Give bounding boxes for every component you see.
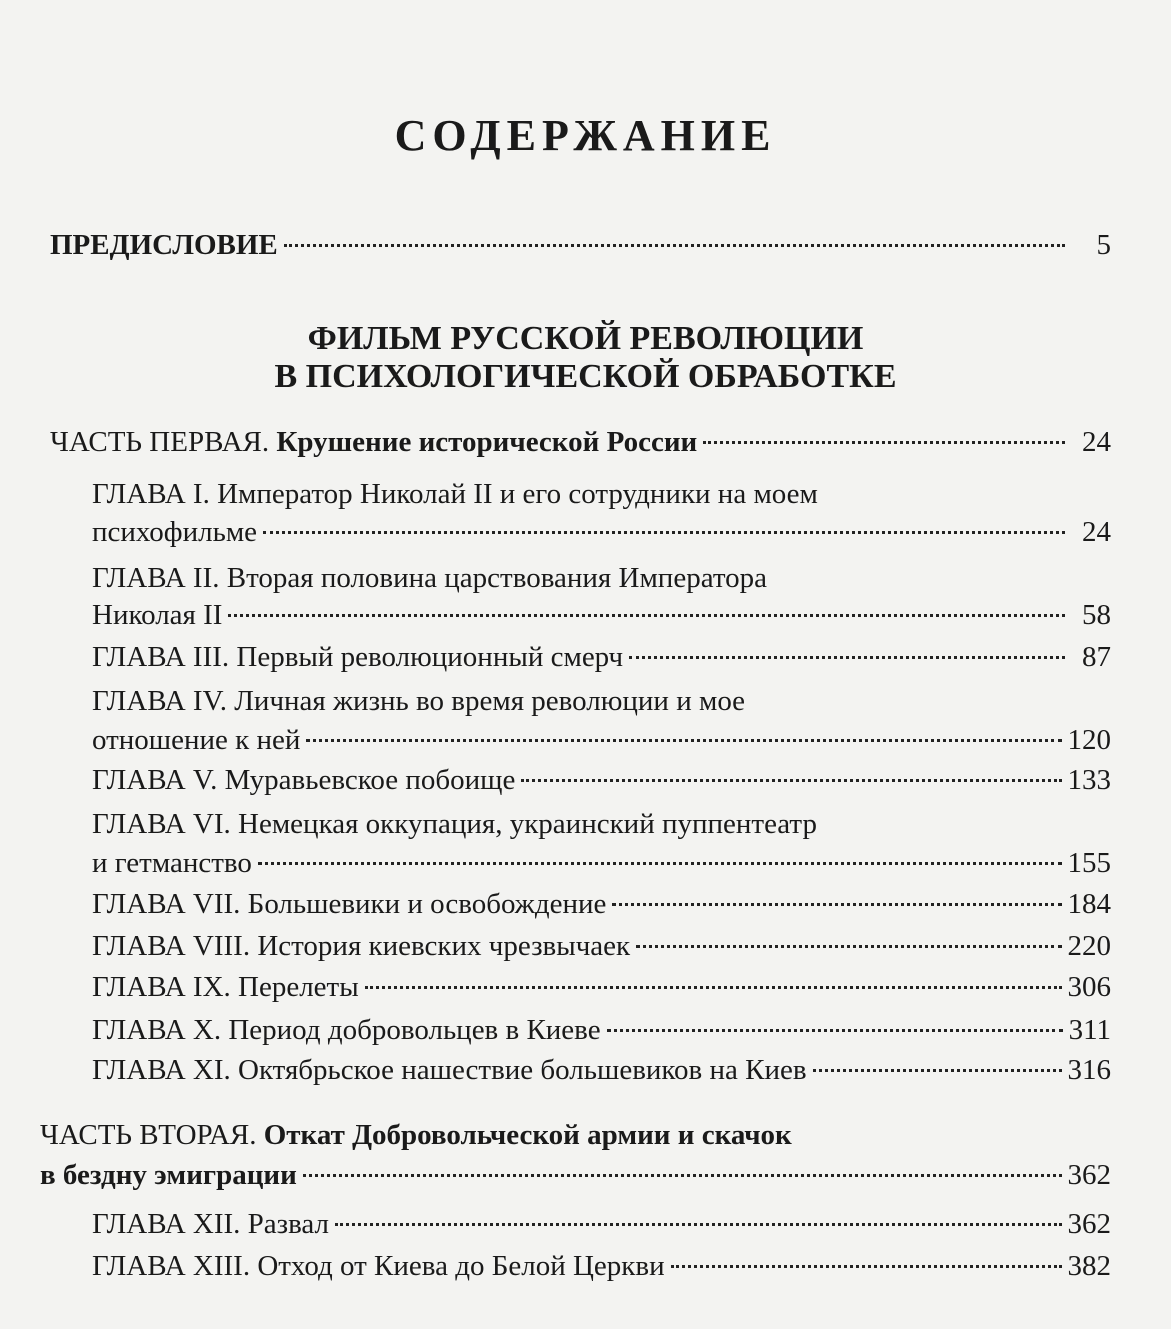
entry-title: отношение к ней	[92, 724, 301, 756]
toc-entry-part-1	[50, 424, 1111, 460]
part-title: Крушение исторической России	[276, 426, 698, 458]
page-number: 362	[1067, 1208, 1111, 1240]
dot-leader	[636, 945, 1061, 948]
chapter-4-title-line-1: ГЛАВА IV. Личная жизнь во время революции и мое	[92, 685, 746, 717]
entry-title: ГЛАВА VIII. История киевских чрезвычаек	[92, 930, 631, 962]
chapter-2-title-line-1: ГЛАВА II. Вторая половина царствования Императора	[92, 562, 767, 594]
page-number: 306	[1067, 971, 1111, 1003]
toc-entry-chapter-4	[92, 722, 1111, 758]
dot-leader	[335, 1223, 1061, 1226]
page-number: 184	[1067, 888, 1111, 920]
dot-leader	[629, 656, 1065, 659]
page-number: 24	[1082, 426, 1111, 458]
dot-leader	[671, 1265, 1062, 1268]
page-number: 311	[1068, 1014, 1111, 1046]
page-number: 133	[1067, 764, 1111, 796]
dot-leader	[303, 1174, 1062, 1177]
dot-leader	[284, 244, 1065, 247]
page-number: 120	[1067, 724, 1111, 756]
entry-title: ГЛАВА XIII. Отход от Киева до Белой Церкви	[92, 1250, 665, 1282]
page-number: 87	[1082, 641, 1111, 673]
page-number: 362	[1067, 1159, 1111, 1191]
entry-title: ГЛАВА X. Период добровольцев в Киеве	[92, 1014, 601, 1046]
page-number: 155	[1067, 847, 1111, 879]
entry-title: ГЛАВА III. Первый революционный смерч	[92, 641, 624, 673]
entry-title: ГЛАВА V. Муравьевское побоище	[92, 764, 516, 796]
entry-title: ГЛАВА IX. Перелеты	[92, 971, 359, 1003]
entry-title: в бездну эмиграции	[40, 1159, 297, 1191]
entry-title: Николая II	[92, 599, 223, 631]
part-prefix: ЧАСТЬ ПЕРВАЯ.	[50, 426, 270, 458]
toc-heading: СОДЕРЖАНИЕ	[394, 111, 777, 160]
toc-entry-chapter-1	[92, 514, 1111, 550]
toc-entry-chapter-5	[92, 762, 1111, 798]
page-number: 58	[1082, 599, 1111, 631]
chapter-6-title-line-1: ГЛАВА VI. Немецкая оккупация, украинский пуппентеатр	[92, 808, 817, 840]
dot-leader	[263, 531, 1065, 534]
dot-leader	[306, 739, 1061, 742]
dot-leader	[612, 903, 1061, 906]
dot-leader	[813, 1069, 1062, 1072]
dot-leader	[258, 862, 1062, 865]
page-number: 382	[1067, 1250, 1111, 1282]
toc-entry-chapter-2	[92, 597, 1111, 633]
part-prefix: ЧАСТЬ ВТОРАЯ.	[40, 1119, 257, 1151]
dot-leader	[607, 1029, 1063, 1032]
chapter-1-title-line-1: ГЛАВА I. Император Николай II и его сотрудники на моем	[92, 478, 818, 510]
toc-entry-chapter-3	[92, 639, 1111, 675]
toc-entry-chapter-12	[92, 1206, 1111, 1242]
toc-entry-chapter-11	[92, 1052, 1111, 1088]
toc-entry-preface	[50, 227, 1111, 263]
page-number: 5	[1096, 229, 1111, 261]
toc-entry-chapter-7	[92, 886, 1111, 922]
toc-entry-chapter-6	[92, 845, 1111, 881]
part-2-title-line-1	[40, 1117, 792, 1153]
entry-title: психофильме	[92, 516, 258, 548]
dot-leader	[228, 614, 1065, 617]
page-number: 220	[1067, 930, 1111, 962]
dot-leader	[365, 986, 1062, 989]
entry-title: и гетманство	[92, 847, 252, 879]
part-title: Откат Добровольческой армии и скачок	[263, 1119, 792, 1151]
entry-title: ГЛАВА VII. Большевики и освобождение	[92, 888, 607, 920]
entry-title: ГЛАВА XI. Октябрьское нашествие большевиков на Киев	[92, 1054, 807, 1086]
dot-leader	[521, 779, 1061, 782]
page-number: 316	[1067, 1054, 1111, 1086]
dot-leader	[703, 441, 1065, 444]
toc-entry-part-2	[40, 1157, 1111, 1193]
entry-title: ГЛАВА XII. Развал	[92, 1208, 330, 1240]
entry-title: ПРЕДИСЛОВИЕ	[50, 229, 278, 261]
book-title-line-2: В ПСИХОЛОГИЧЕСКОЙ ОБРАБОТКЕ	[274, 358, 897, 395]
book-title-line-1: ФИЛЬМ РУССКОЙ РЕВОЛЮЦИИ	[307, 320, 864, 357]
toc-entry-chapter-10	[92, 1012, 1111, 1048]
toc-entry-chapter-9	[92, 969, 1111, 1005]
toc-entry-chapter-8	[92, 928, 1111, 964]
page-number: 24	[1082, 516, 1111, 548]
toc-entry-chapter-13	[92, 1248, 1111, 1284]
